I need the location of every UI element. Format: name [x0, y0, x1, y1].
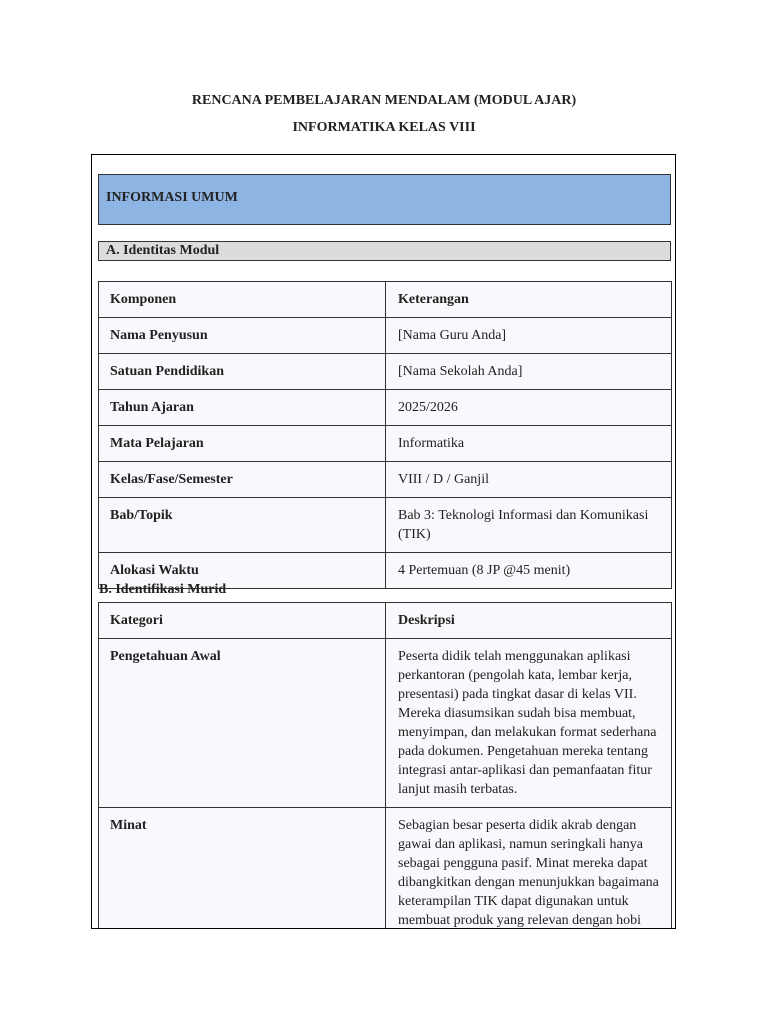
row-label: Kelas/Fase/Semester: [99, 462, 386, 498]
row-label: Pengetahuan Awal: [99, 639, 386, 808]
row-label: Nama Penyusun: [99, 318, 386, 354]
row-value: VIII / D / Ganjil: [386, 462, 672, 498]
table-row: [99, 426, 672, 462]
column-header-deskripsi: Deskripsi: [386, 603, 672, 639]
table-header-row: [99, 282, 672, 318]
row-value: 2025/2026: [386, 390, 672, 426]
table-row: [99, 639, 672, 808]
row-value: [Nama Sekolah Anda]: [386, 354, 672, 390]
row-label: Bab/Topik: [99, 498, 386, 553]
row-label: Alokasi Waktu: [99, 553, 386, 589]
column-header-kategori: Kategori: [99, 603, 386, 639]
row-value: Bab 3: Teknologi Informasi dan Komunikasi (TIK): [386, 498, 672, 553]
table-row: [99, 354, 672, 390]
identifikasi-murid-table: [98, 602, 672, 929]
table-row: [99, 318, 672, 354]
row-value: Peserta didik telah menggunakan aplikasi perkantoran (pengolah kata, lembar kerja, presentasi) pada tingkat dasar di kelas VII. Mereka diasumsikan sudah bisa membuat, menyimpan, dan melakukan format sederhana pada dokumen. Pengetahuan mereka tentang integrasi antar-aplikasi dan pemanfaatan fitur lanjut masih terbatas.: [386, 639, 672, 808]
row-value: Sebagian besar peserta didik akrab dengan gawai dan aplikasi, namun seringkali hanya sebagai pengguna pasif. Minat mereka dapat dibangkitkan dengan menunjukkan bagaimana keterampilan TIK dapat digunakan untuk membuat produk yang relevan dengan hobi: [386, 808, 672, 930]
row-label: Mata Pelajaran: [99, 426, 386, 462]
row-value: [Nama Guru Anda]: [386, 318, 672, 354]
document-frame: [91, 154, 676, 929]
row-label: Minat: [99, 808, 386, 930]
table-row: [99, 462, 672, 498]
row-value: 4 Pertemuan (8 JP @45 menit): [386, 553, 672, 589]
document-title: RENCANA PEMBELAJARAN MENDALAM (MODUL AJAR): [191, 93, 577, 108]
section-a-heading: A. Identitas Modul: [98, 241, 671, 261]
row-label: Satuan Pendidikan: [99, 354, 386, 390]
row-label: Tahun Ajaran: [99, 390, 386, 426]
identitas-modul-table: [98, 281, 672, 589]
column-header-keterangan: Keterangan: [386, 282, 672, 318]
table-header-row: [99, 603, 672, 639]
document-subtitle: INFORMATIKA KELAS VIII: [292, 120, 476, 135]
table-row: [99, 498, 672, 553]
informasi-umum-header: INFORMASI UMUM: [98, 174, 671, 225]
section-b-heading: B. Identifikasi Murid: [99, 582, 227, 597]
row-value: Informatika: [386, 426, 672, 462]
table-row: [99, 390, 672, 426]
column-header-komponen: Komponen: [99, 282, 386, 318]
table-row: [99, 808, 672, 930]
